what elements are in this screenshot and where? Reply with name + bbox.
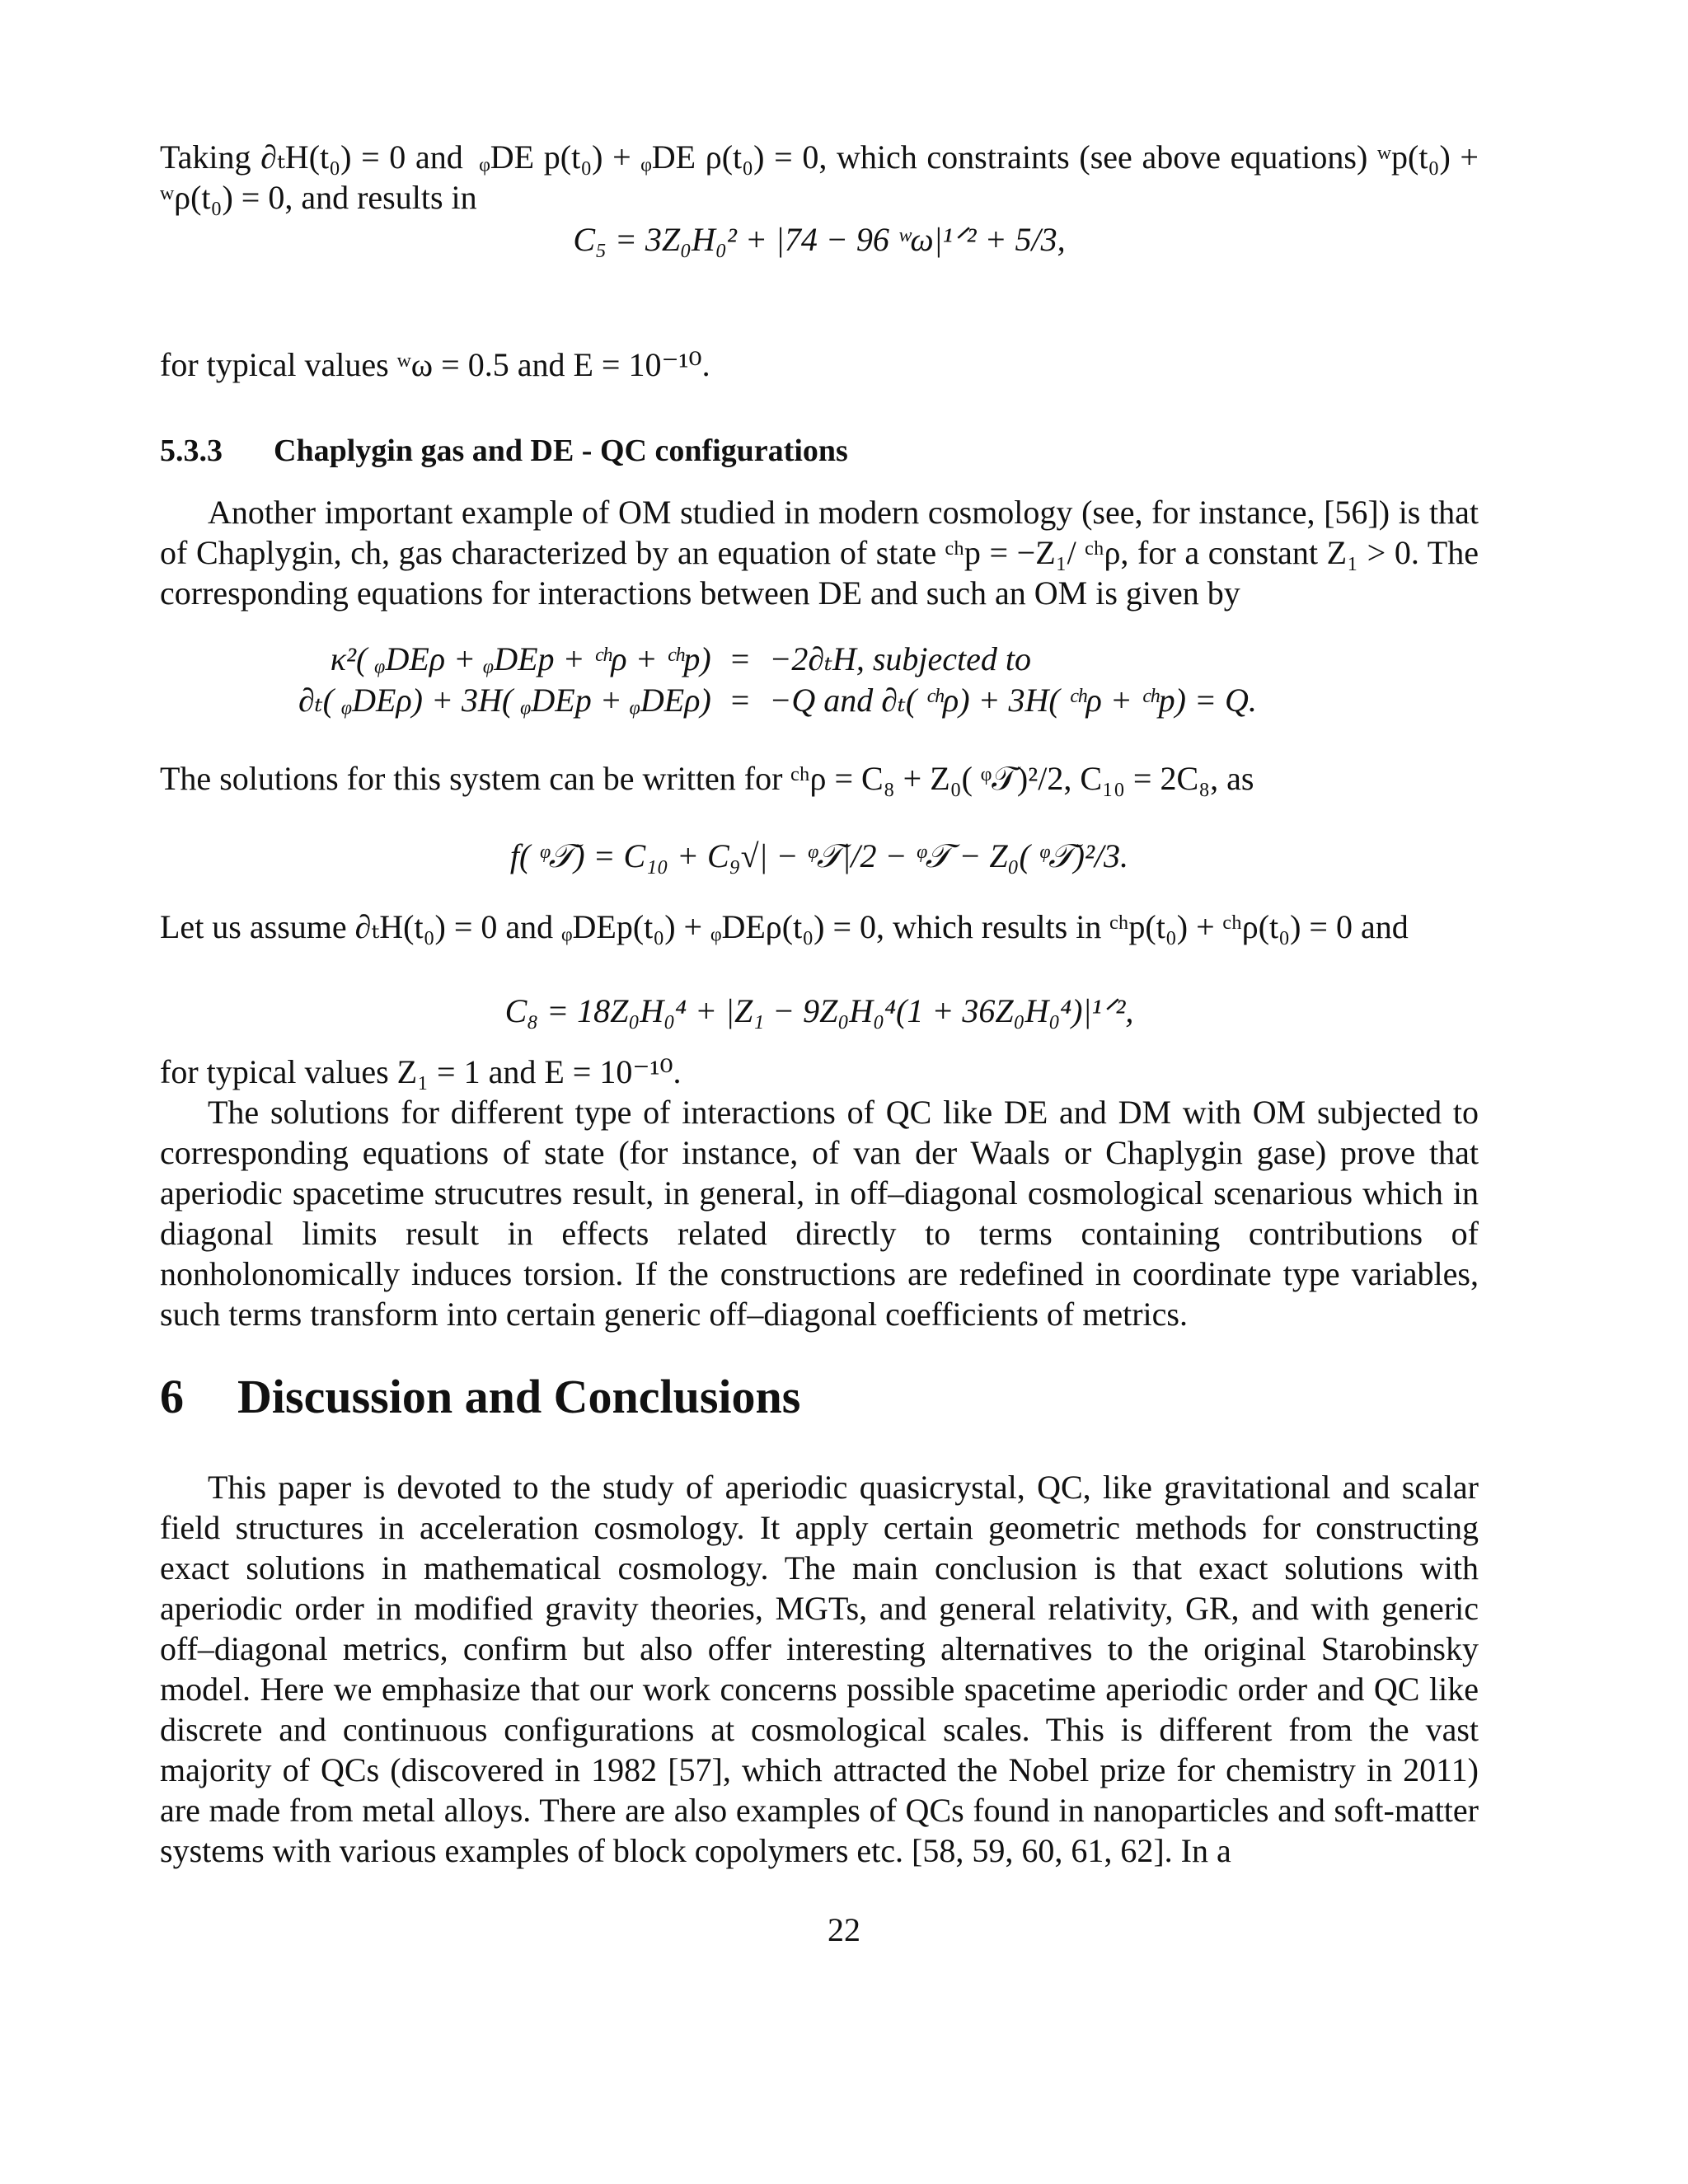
subsection-title: Chaplygin gas and DE - QC configurations: [274, 434, 848, 468]
equation-rhs: −2∂ₜH, subjected to: [769, 640, 1032, 677]
page-number: 22: [828, 1911, 860, 1948]
assume-paragraph: [160, 907, 1479, 947]
intro-text: Taking ∂ₜH(t₀) = 0 and ᵩDE p(t₀) + ᵩDE ρ(t₀) = 0, which constraints (see above equations) ʷp(t₀) + ʷρ(t₀) = 0, and results in: [160, 138, 1479, 216]
section-number: 6: [160, 1370, 184, 1423]
discussion-paragraph: [160, 1467, 1479, 1871]
equation-system: [288, 639, 1267, 721]
equation-equals: =: [730, 640, 750, 677]
section-title: Discussion and Conclusions: [237, 1370, 801, 1423]
chaplygin-paragraph: [160, 492, 1479, 613]
equation-c5: C₅ = 3Z₀H₀² + |74 − 96 ʷω|¹ᐟ² + 5/3,: [573, 221, 1066, 258]
equation-lhs: κ²( ᵩDEρ + ᵩDEp + ᶜʰρ + ᶜʰp): [330, 640, 711, 677]
discussion-text: This paper is devoted to the study of aperiodic quasicrystal, QC, like gravitational and scalar field structures in acceleration cosmology. It apply certain geometric methods for constructing exact solutions in mathematical cosmology. The main conclusion is that exact solutions with aperiodic order in modified gravity theories, MGTs, and general relativity, GR, and with generic off–diagonal metrics, confirm but also offer interesting alternatives to the original Starobinsky model. Here we emphasize that our work concerns possible spacetime aperiodic order and QC like discrete and continuous configurations at cosmological scales. This is different from the vast majority of QCs (discovered in 1982 [57], which attracted the Nobel prize for chemistry in 2011) are made from metal alloys. There are also examples of QCs found in nanoparticles and soft-matter systems with various examples of block copolymers etc. [58, 59, 60, 61, 62]. In a: [160, 1469, 1479, 1869]
chaplygin-text: Another important example of OM studied in modern cosmology (see, for instance, [56]) is that of Chaplygin, ch, gas characterized by an equation of state ᶜʰp = −Z₁/ ᶜʰρ, for a constant Z₁ > 0. The corresponding equations for interactions between DE and such an OM is given by: [160, 494, 1479, 612]
subsection-heading: [160, 431, 1479, 471]
equation-equals: =: [730, 682, 750, 719]
subsection-number: 5.3.3: [160, 434, 223, 468]
equation-c8: C₈ = 18Z₀H₀⁴ + |Z₁ − 9Z₀H₀⁴(1 + 36Z₀H₀⁴)|¹ᐟ²,: [504, 992, 1134, 1029]
equation-f: f( ᵠ𝒯) = C₁₀ + C₉√| − ᵠ𝒯|/2 − ᵠ𝒯 − Z₀( ᵠ𝒯)²/3.: [509, 837, 1129, 874]
equation-row: [288, 680, 1267, 721]
assume-text: Let us assume ∂ₜH(t₀) = 0 and ᵩDEp(t₀) + ᵩDEρ(t₀) = 0, which results in ᶜʰp(t₀) + ᶜʰρ(t₀) = 0 and: [160, 908, 1409, 945]
typical-values-2: [160, 1052, 1479, 1092]
solutions-paragraph: [160, 1092, 1479, 1334]
solutions-intro: [160, 758, 1479, 799]
section-heading: [160, 1368, 1479, 1426]
typical-values-1: [160, 344, 1479, 385]
intro-paragraph: [160, 137, 1479, 218]
typical-values-text: for typical values ʷω = 0.5 and E = 10⁻¹⁰.: [160, 346, 710, 383]
equation-row: [288, 639, 1267, 680]
typical-values-text: for typical values Z₁ = 1 and E = 10⁻¹⁰.: [160, 1053, 682, 1090]
equation-lhs: ∂ₜ( ᵩDEρ) + 3H( ᵩDEp + ᵩDEρ): [298, 682, 711, 719]
solutions-paragraph-text: The solutions for different type of interactions of QC like DE and DM with OM subjected to corresponding equations of state (for instance, of van der Waals or Chaplygin gase) prove that aperiodic spacetime strucutres result, in general, in off–diagonal cosmological scenarious which in diagonal limits result in effects related directly to terms containing contributions of nonholonomically induces torsion. If the constructions are redefined in coordinate type variables, such terms transform into certain generic off–diagonal coefficients of metrics.: [160, 1094, 1479, 1333]
solutions-text: The solutions for this system can be written for ᶜʰρ = C₈ + Z₀( ᵠ𝒯)²/2, C₁₀ = 2C₈, as: [160, 760, 1254, 797]
equation-rhs: −Q and ∂ₜ( ᶜʰρ) + 3H( ᶜʰρ + ᶜʰp) = Q.: [769, 682, 1257, 719]
